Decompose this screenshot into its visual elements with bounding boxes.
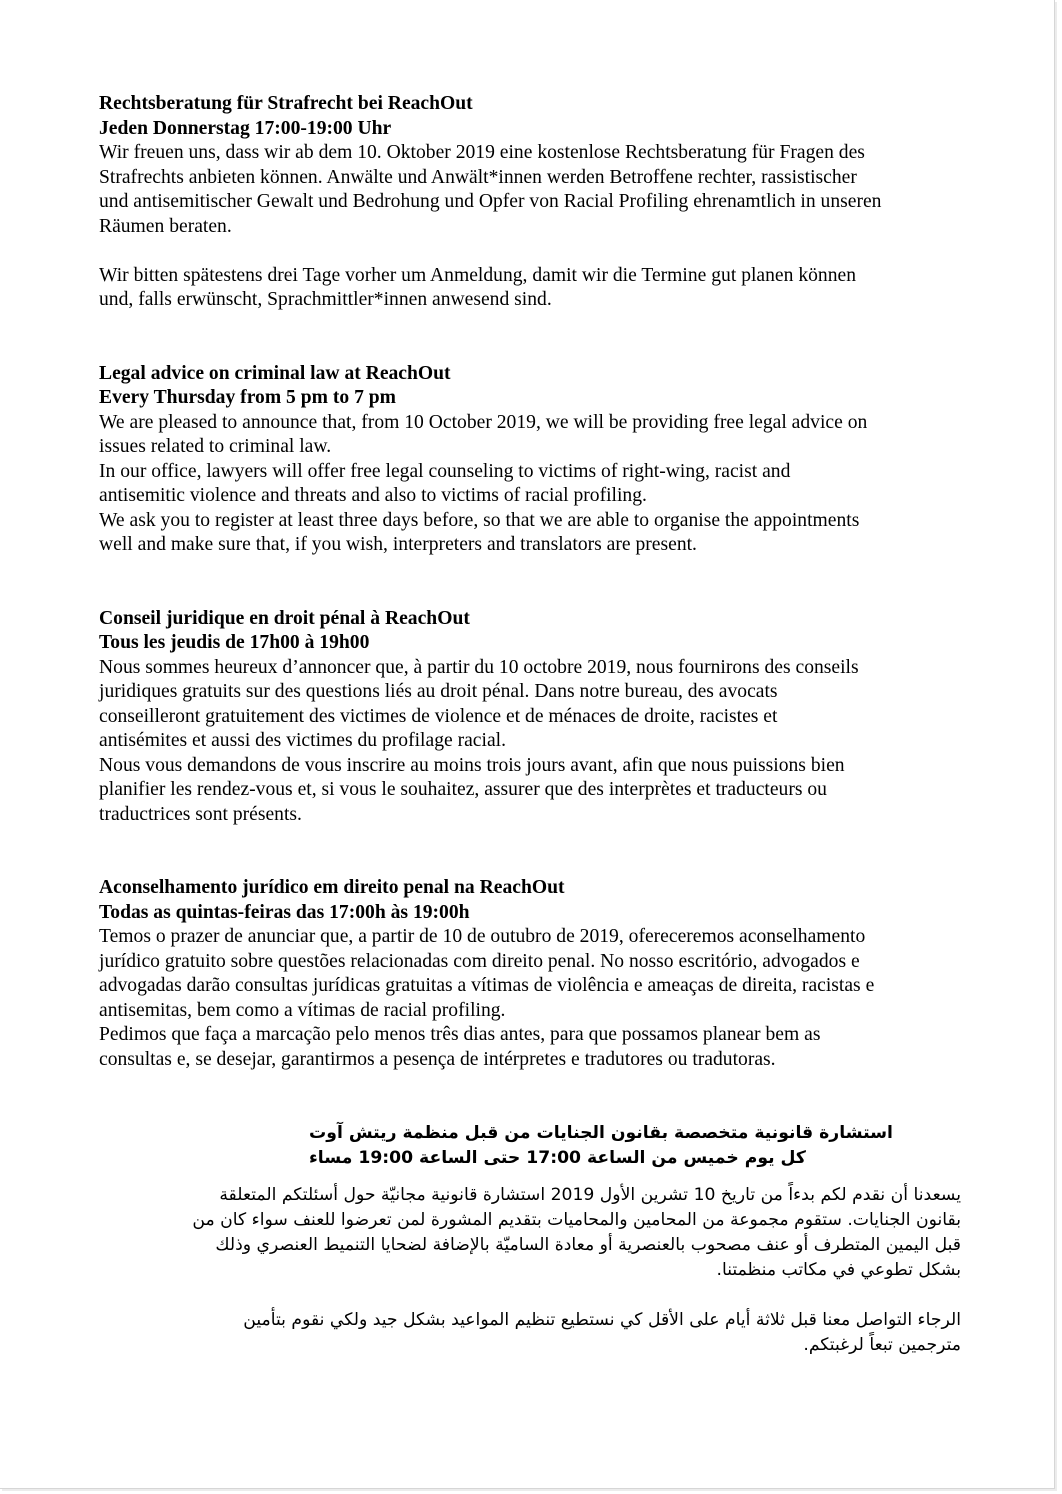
english-line: issues related to criminal law. (99, 436, 332, 457)
french-line: conseilleront gratuitement des victimes de violence et de ménaces de droite, racistes et (99, 705, 778, 727)
arabic-line: قبل اليمين المتطرف أو عنف مصحوب بالعنصرية أو معادة الساميّة بالإضافة لضحايا التنميط العنصري وذلك (215, 1235, 961, 1255)
german-line: und antisemitischer Gewalt und Bedrohung und Opfer von Racial Profiling ehrenamtlich in unseren (99, 191, 882, 212)
arabic-line: مترجمين تبعاً لرغبتكم. (803, 1335, 961, 1355)
english-line: We are pleased to announce that, from 10 October 2019, we will be providing free legal advice on (99, 411, 868, 433)
arabic-subtitle: كل يوم خميس من الساعة 17:00 حتى الساعة 19:00 مساء (309, 1148, 806, 1168)
section-gap (99, 313, 961, 362)
english-line: In our office, lawyers will offer free legal counseling to victims of right-wing, racist and (99, 460, 791, 482)
paragraph-gap (99, 1283, 961, 1308)
french-line: Nous sommes heureux d’annoncer que, à partir du 10 octobre 2019, nous fournirons des conseils (99, 656, 859, 678)
section-french (99, 607, 961, 828)
arabic-paragraph-1 (99, 1183, 961, 1283)
german-subtitle: Jeden Donnerstag 17:00-19:00 Uhr (99, 117, 392, 139)
portuguese-line: consultas e, se desejar, garantirmos a pesença de intérpretes e tradutores ou tradutoras. (99, 1048, 776, 1070)
paragraph-gap (99, 1171, 961, 1183)
arabic-line: يسعدنا أن نقدم لكم بدءاً من تاريخ 10 تشرين الأول 2019 استشارة قانونية مجانيّة حول أسئلتكم المتعلقة (219, 1185, 961, 1205)
portuguese-line: Temos o prazer de anunciar que, a partir de 10 de outubro de 2019, ofereceremos aconselhamento (99, 926, 866, 947)
arabic-line: بقانون الجنايات. ستقوم مجموعة من المحامين والمحاميات بتقديم المشورة لمن تعرضوا للعنف سواء كان من (192, 1210, 961, 1230)
french-line: traductrices sont présents. (99, 803, 302, 825)
arabic-line: بشكل تطوعي في مكاتب منظمتنا. (716, 1260, 961, 1280)
section-german (99, 92, 961, 313)
section-portuguese (99, 876, 961, 1072)
english-subtitle: Every Thursday from 5 pm to 7 pm (99, 387, 397, 408)
portuguese-subtitle: Todas as quintas-feiras das 17:00h às 19:00h (99, 901, 470, 923)
arabic-paragraph-2 (99, 1308, 961, 1358)
german-line: Wir freuen uns, dass wir ab dem 10. Oktober 2019 eine kostenlose Rechtsberatung für Fragen des (99, 142, 865, 163)
english-line: We ask you to register at least three days before, so that we are able to organise the appointments (99, 509, 860, 531)
portuguese-title: Aconselhamento jurídico em direito penal na ReachOut (99, 877, 565, 898)
german-line: Räumen beraten. (99, 215, 232, 237)
french-subtitle: Tous les jeudis de 17h00 à 19h00 (99, 632, 370, 653)
english-title: Legal advice on criminal law at ReachOut (99, 362, 451, 384)
german-title: Rechtsberatung für Strafrecht bei ReachOut (99, 93, 473, 114)
paragraph-gap (99, 239, 961, 264)
section-gap (99, 1072, 961, 1121)
french-line: planifier les rendez-vous et, si vous le souhaitez, assurer que des interprètes et traducteurs ou (99, 779, 827, 800)
portuguese-line: jurídico gratuito sobre questões relacionadas com direito penal. No nosso escritório, advogados e (99, 950, 860, 972)
section-gap (99, 558, 961, 607)
section-arabic (99, 1121, 961, 1358)
section-gap (99, 827, 961, 876)
portuguese-line: Pedimos que faça a marcação pelo menos três dias antes, para que possamos planear bem as (99, 1024, 821, 1045)
french-line: juridiques gratuits sur des questions liés au droit pénal. Dans notre bureau, des avocats (99, 681, 778, 702)
german-line: Strafrechts anbieten können. Anwälte und Anwält*innen werden Betroffene rechter, rassistischer (99, 166, 857, 188)
english-line: antisemitic violence and threats and also to victims of racial profiling. (99, 485, 647, 506)
english-line: well and make sure that, if you wish, interpreters and translators are present. (99, 534, 697, 555)
section-english (99, 362, 961, 558)
french-line: antisémites et aussi des victimes du profilage racial. (99, 730, 506, 751)
arabic-title: استشارة قانونية متخصصة بقانون الجنايات من قبل منظمة ريتش آوت (309, 1123, 893, 1143)
french-line: Nous vous demandons de vous inscrire au moins trois jours avant, afin que nous puissions bien (99, 754, 845, 776)
german-line: Wir bitten spätestens drei Tage vorher um Anmeldung, damit wir die Termine gut planen können (99, 264, 856, 286)
document-content (99, 92, 961, 1358)
portuguese-line: advogadas darão consultas jurídicas gratuitas a vítimas de violência e ameaças de direita, racistas e (99, 975, 875, 996)
arabic-line: الرجاء التواصل معنا قبل ثلاثة أيام على الأقل كي نستطيع تنظيم المواعيد بشكل جيد ولكي نقوم بتأمين (243, 1310, 961, 1330)
german-line: und, falls erwünscht, Sprachmittler*innen anwesend sind. (99, 289, 552, 310)
french-title: Conseil juridique en droit pénal à ReachOut (99, 607, 470, 629)
portuguese-line: antisemitas, bem como a vítimas de racial profiling. (99, 999, 506, 1021)
